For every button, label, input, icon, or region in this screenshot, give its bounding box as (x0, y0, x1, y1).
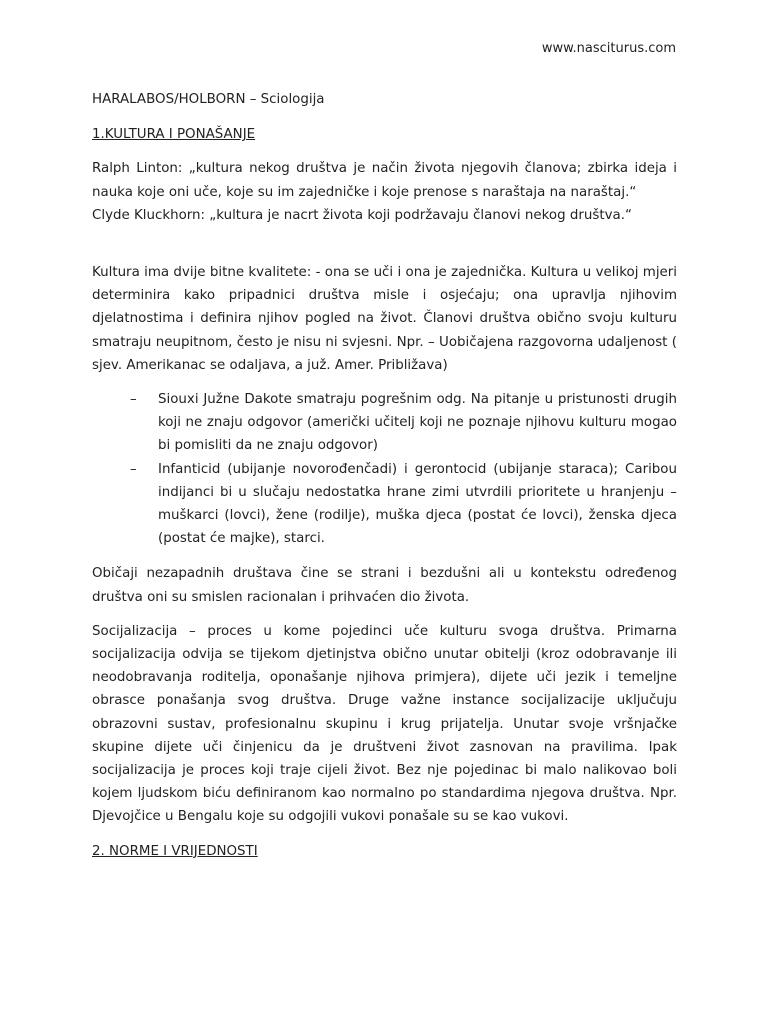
customs-paragraph: Običaji nezapadnih društava čine se strani i bezdušni ali u kontekstu određenog društva oni su smislen racionalan i prihvaćen dio života. (92, 566, 677, 605)
linton-quote: Ralph Linton: „kultura nekog društva je način života njegovih članova; zbirka ideja i nauka koje oni uče, koje su im zajedničke i koje prenose s naraštaja na naraštaj.“ (92, 161, 677, 200)
kluckhorn-quote: Clyde Kluckhorn: „kultura je nacrt života koji podržavaju članovi nekog društva.“ (92, 207, 632, 223)
section-heading-norme: 2. NORME I VRIJEDNOSTI (92, 843, 258, 859)
section-heading-kultura: 1.KULTURA I PONAŠANJE (92, 127, 256, 143)
socialization-paragraph: Socijalizacija – proces u kome pojedinci uče kulturu svoga društva. Primarna socijalizacija odvija se tijekom djetinjstva obično unutar obitelji (kroz odobravanje ili neodobravanja roditelja, oponašanje njihova primjera), dijete uči jezik i temeljne obrasce ponašanja svog društva. Druge važne instance socijalizacije uključuju obrazovni sustav, profesionalnu skupinu i krug prijatelja. Unutar svoje vršnjačke skupine dijete uči činjenicu da je društveni život zasnovan na pravilima. Ipak socijalizacija je proces koji traje cijeli život. Bez nje pojedinac bi malo nalikovao boli kojem ljudskom biću definiranom kao normalno po standardima njegova društva. Npr. Djevojčice u Bengalu koje su odgojili vukovi ponašale su se kao vukovi. (92, 623, 677, 825)
site-url[interactable]: www.nasciturus.com (541, 41, 676, 56)
document-title: HARALABOS/HOLBORN – Sciologija (92, 92, 325, 107)
examples-list (92, 388, 677, 550)
list-item: – Infanticid (ubijanje novorođenčadi) i gerontocid (ubijanje staraca); Caribou indijanci bi u slučaju nedostatka hrane zimi utvrdili prioritete u hranjenju – muškarci (lovci), žene (rodilje), muška djeca (postat će lovci), ženska djeca (postat će majke), starci. (158, 458, 677, 551)
culture-qualities-paragraph: Kultura ima dvije bitne kvalitete: - ona se uči i ona je zajednička. Kultura u velikoj mjeri determinira kako pripadnici društva misle i osjećaju; ona upravlja njihovim djelatnostima i definira njihov pogled na život. Članovi društva obično svoju kulturu smatraju neupitnom, često je nisu ni svjesni. Npr. – Uobičajena razgovorna udaljenost ( sjev. Amerikanac se odaljava, a juž. Amer. Približava) (92, 265, 677, 373)
document-body (92, 88, 677, 874)
list-item: – Siouxi Južne Dakote smatraju pogrešnim odg. Na pitanje u pristunosti drugih koji ne znaju odgovor (američki učitelj koji ne poznaje njihovu kulturu mogao bi pomisliti da ne znaju odgovor) (158, 388, 677, 458)
